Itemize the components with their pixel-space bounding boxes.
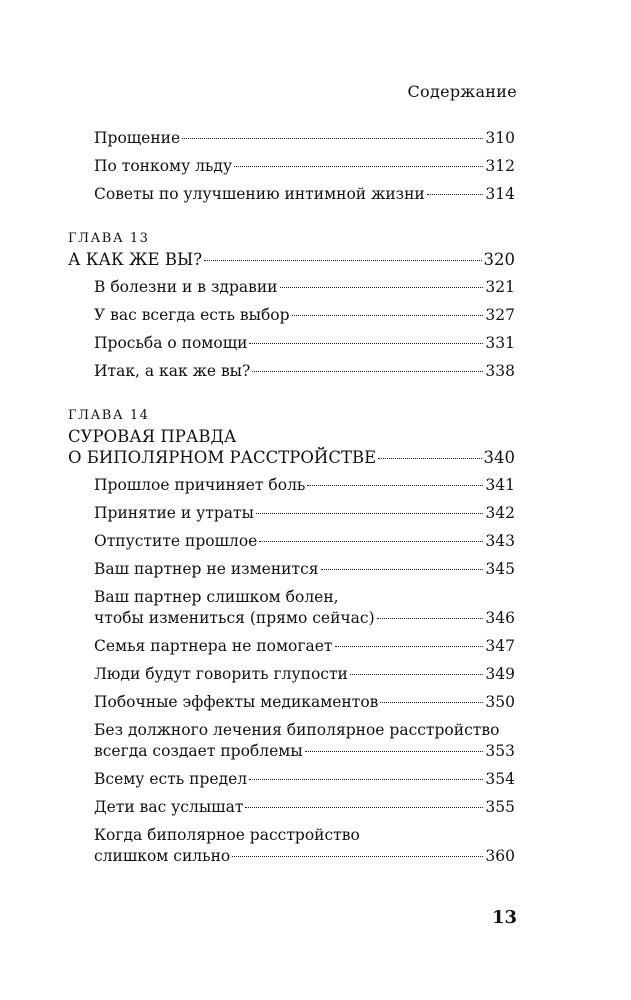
dot-leader (204, 260, 481, 261)
chapter-14-page: 340 (483, 448, 515, 467)
toc-entry-title: У вас всегда есть выбор (94, 306, 290, 324)
toc-entry-page: 342 (485, 504, 515, 522)
chapter-14-title-line2: О БИПОЛЯРНОМ РАССТРОЙСТВЕ (68, 448, 377, 467)
running-header: Содержание (407, 82, 517, 101)
toc-entry[interactable] (68, 277, 515, 298)
toc-entry-title: Прощение (94, 129, 181, 147)
toc-entry-title: Дети вас услышат (94, 798, 244, 816)
dot-leader (377, 618, 484, 619)
page-number: 13 (491, 907, 517, 928)
toc-entry-page: 314 (485, 185, 515, 203)
dot-leader (380, 702, 483, 703)
dot-leader (234, 166, 483, 167)
toc-entry-title-line1: Без должного лечения биполярное расстройство (94, 721, 500, 739)
toc-entry-title: Советы по улучшению интимной жизни (94, 185, 425, 203)
toc-entry-page: 321 (485, 278, 515, 296)
toc-entry[interactable] (68, 720, 515, 762)
toc-entry-page: 346 (485, 609, 515, 627)
toc-entry-title: Принятие и утраты (94, 504, 254, 522)
toc-entry-title: Семья партнера не помогает (94, 637, 333, 655)
toc-entry-page: 343 (485, 532, 515, 550)
dot-leader (259, 541, 483, 542)
dot-leader (292, 315, 484, 316)
toc-entry[interactable] (68, 825, 515, 867)
dot-leader (321, 569, 484, 570)
toc-entry-title: Прошлое причиняет боль (94, 476, 306, 494)
dot-leader (232, 856, 483, 857)
toc-entry[interactable] (68, 559, 515, 580)
dot-leader (307, 485, 483, 486)
table-of-contents (68, 128, 515, 874)
toc-entry-title: Просьба о помощи (94, 334, 248, 352)
toc-entry-title-line2: слишком сильно (94, 847, 231, 865)
toc-entry[interactable] (68, 475, 515, 496)
toc-entry-page: 338 (485, 362, 515, 380)
toc-entry-page: 350 (485, 693, 515, 711)
dot-leader (249, 779, 483, 780)
toc-entry-page: 354 (485, 770, 515, 788)
toc-entry-page: 327 (485, 306, 515, 324)
toc-entry[interactable] (68, 503, 515, 524)
chapter-13-title-entry[interactable] (68, 249, 515, 270)
toc-entry[interactable] (68, 692, 515, 713)
toc-entry[interactable] (68, 361, 515, 382)
toc-entry-page: 312 (485, 157, 515, 175)
dot-leader (305, 751, 484, 752)
toc-entry-page: 353 (485, 742, 515, 760)
chapter-13-title: А КАК ЖЕ ВЫ? (68, 250, 203, 269)
toc-entry-title: Итак, а как же вы? (94, 362, 251, 380)
toc-entry-page: 355 (485, 798, 515, 816)
toc-entry-title: Люди будут говорить глупости (94, 665, 348, 683)
toc-entry-page: 360 (485, 847, 515, 865)
dot-leader (280, 287, 484, 288)
toc-entry-title: Отпустите прошлое (94, 532, 258, 550)
dot-leader (378, 458, 481, 459)
toc-entry[interactable] (68, 797, 515, 818)
toc-entry[interactable] (68, 333, 515, 354)
toc-entry-page: 345 (485, 560, 515, 578)
toc-entry[interactable] (68, 531, 515, 552)
dot-leader (335, 646, 484, 647)
dot-leader (245, 807, 483, 808)
toc-entry[interactable] (68, 769, 515, 790)
toc-entry-title: В болезни и в здравии (94, 278, 278, 296)
toc-entry-title-line2: всегда создает проблемы (94, 742, 303, 760)
toc-entry[interactable] (68, 305, 515, 326)
chapter-13-page: 320 (483, 250, 515, 269)
toc-entry[interactable] (68, 156, 515, 177)
dot-leader (350, 674, 484, 675)
toc-entry-title: Ваш партнер не изменится (94, 560, 319, 578)
chapter-14-label: ГЛАВА 14 (68, 408, 150, 423)
toc-entry-title: По тонкому льду (94, 157, 233, 175)
toc-entry-title-line2: чтобы измениться (прямо сейчас) (94, 609, 375, 627)
toc-entry[interactable] (68, 587, 515, 629)
toc-entry-title: Побочные эффекты медикаментов (94, 693, 379, 711)
chapter-14-title-line1: СУРОВАЯ ПРАВДА (68, 427, 237, 446)
dot-leader (252, 371, 483, 372)
toc-entry[interactable] (68, 128, 515, 149)
dot-leader (427, 194, 484, 195)
dot-leader (256, 513, 483, 514)
dot-leader (182, 138, 483, 139)
chapter-14-title-entry[interactable] (68, 426, 515, 468)
toc-entry-title: Всему есть предел (94, 770, 248, 788)
toc-entry[interactable] (68, 636, 515, 657)
chapter-13-label: ГЛАВА 13 (68, 231, 150, 246)
dot-leader (249, 343, 483, 344)
toc-entry-title-line1: Когда биполярное расстройство (94, 826, 360, 844)
toc-entry-page: 341 (485, 476, 515, 494)
toc-entry-page: 349 (485, 665, 515, 683)
toc-entry[interactable] (68, 184, 515, 205)
toc-entry-page: 310 (485, 129, 515, 147)
toc-entry-title-line1: Ваш партнер слишком болен, (94, 588, 339, 606)
toc-entry[interactable] (68, 664, 515, 685)
toc-entry-page: 331 (485, 334, 515, 352)
toc-entry-page: 347 (485, 637, 515, 655)
